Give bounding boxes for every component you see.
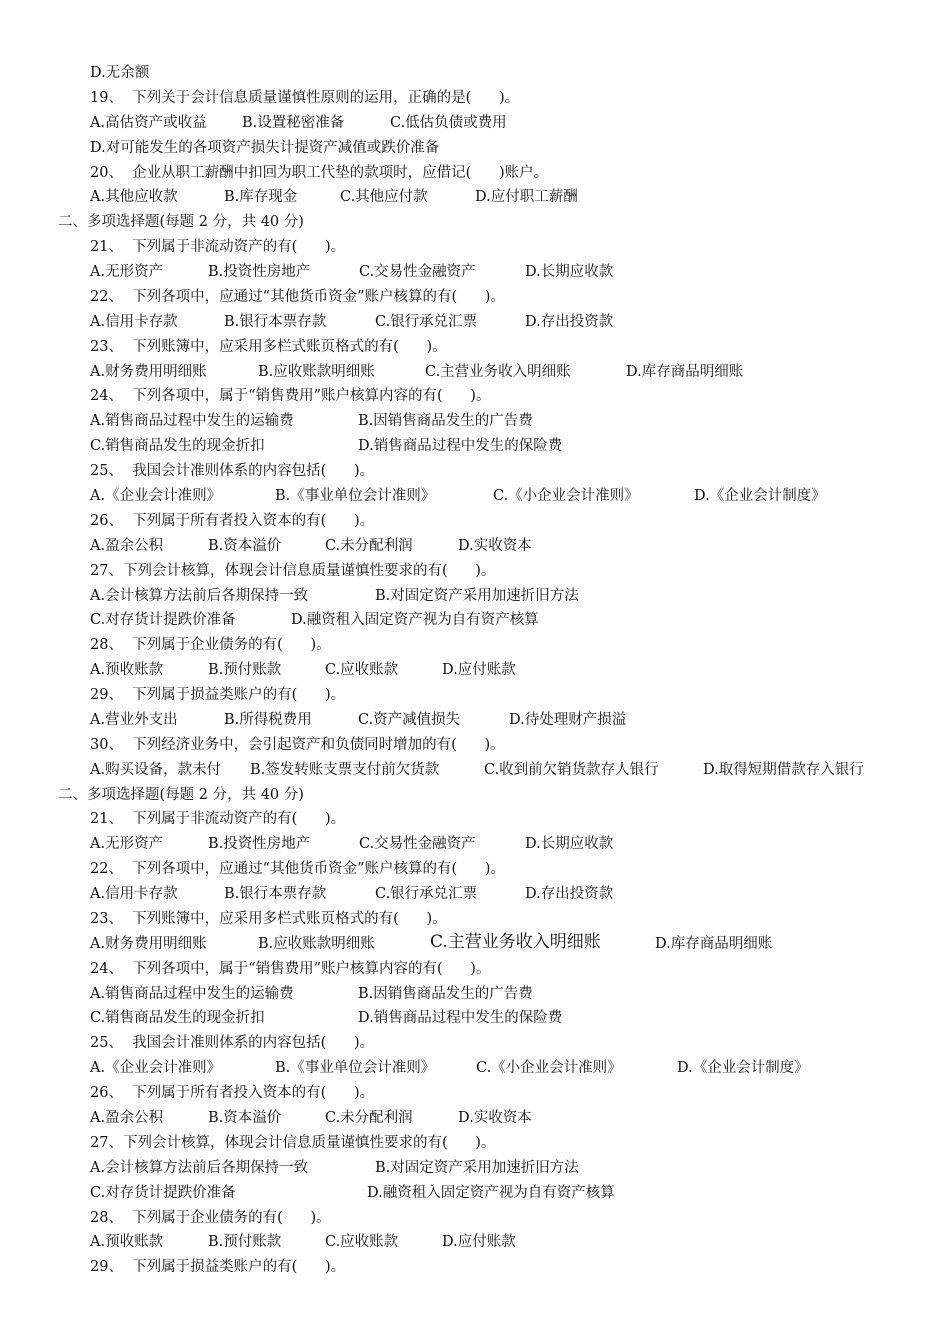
answer-option: D.待处理财产损溢	[509, 711, 627, 728]
answer-option: B.预付账款	[208, 1234, 282, 1251]
question-stem: 23、 下列账簿中，应采用多栏式账页格式的有( )。	[90, 910, 447, 927]
answer-option: D.应付职工薪酬	[475, 189, 578, 206]
question-stem: 26、 下列属于所有者投入资本的有( )。	[90, 1085, 375, 1102]
answer-option: D.存出投资款	[525, 886, 614, 902]
answer-option: B.对固定资产采用加速折旧方法	[375, 587, 579, 604]
question-stem: 19、 下列关于会计信息质量谨慎性原则的运用，正确的是( )。	[90, 89, 520, 106]
question-stem: 29、 下列属于损益类账户的有( )。	[90, 687, 346, 703]
answer-option: A.预收账款	[90, 662, 164, 679]
answer-option: C.其他应付款	[340, 189, 428, 206]
question-stem: 28、 下列属于企业债务的有( )。	[90, 637, 331, 654]
question-stem: 30、 下列经济业务中，会引起资产和负债同时增加的有( )。	[90, 736, 505, 753]
answer-option: B.银行本票存款	[224, 313, 327, 330]
answer-option: A.盈余公积	[90, 537, 164, 554]
answer-option: D.实收资本	[458, 537, 532, 554]
answer-option: A.信用卡存款	[90, 886, 178, 902]
answer-option: C.应收账款	[325, 1234, 399, 1251]
answer-option: B.《事业单位会计准则》	[275, 488, 436, 504]
answer-option: C.交易性金融资产	[359, 264, 476, 280]
answer-option: D.《企业会计制度》	[694, 488, 826, 504]
answer-option: C.销售商品发生的现金折扣	[90, 1010, 265, 1027]
answer-option: D.融资租入固定资产视为自有资产核算	[367, 1184, 615, 1201]
answer-option: B.签发转账支票支付前欠货款	[250, 761, 440, 778]
answer-option: C.收到前欠销货款存人银行	[484, 761, 659, 778]
answer-option: C.资产减值损失	[358, 711, 461, 728]
answer-option: B.应收账款明细账	[258, 363, 375, 380]
answer-option: D.长期应收款	[525, 836, 614, 853]
answer-option: B.库存现金	[224, 189, 298, 206]
question-stem: 22、 下列各项中，应通过“其他货币资金”账户核算的有( )。	[90, 861, 505, 878]
section-heading-text: 二、多项选择题(每题 2 分，共 40 分)	[58, 214, 304, 231]
answer-option: C.销售商品发生的现金折扣	[90, 438, 265, 455]
answer-option: A.营业外支出	[90, 711, 178, 728]
answer-option: B.应收账款明细账	[258, 935, 375, 952]
question-stem: 24、 下列各项中，属于“销售费用”账户核算内容的有( )。	[90, 388, 491, 405]
answer-option: C.未分配利润	[325, 1110, 413, 1126]
answer-option: D.取得短期借款存入银行	[703, 761, 864, 778]
answer-option: A.信用卡存款	[90, 313, 178, 330]
answer-option: D.销售商品过程中发生的保险费	[358, 1010, 563, 1027]
question-stem: 26、 下列属于所有者投入资本的有( )。	[90, 512, 375, 529]
answer-option: B.预付账款	[208, 662, 282, 679]
answer-option: C.主营业务收入明细账	[425, 363, 571, 380]
answer-option: A.预收账款	[90, 1234, 164, 1251]
answer-option: A.销售商品过程中发生的运输费	[90, 985, 294, 1002]
answer-option: B.对固定资产采用加速折旧方法	[375, 1159, 579, 1176]
answer-option: C.《小企业会计准则》	[493, 488, 639, 504]
question-stem: 29、 下列属于损益类账户的有( )。	[90, 1259, 346, 1276]
question-stem: 22、 下列各项中，应通过“其他货币资金”账户核算的有( )。	[90, 288, 505, 305]
answer-option: D.无余额	[90, 65, 150, 81]
answer-option: C.银行承兑汇票	[375, 313, 478, 330]
answer-option: C.交易性金融资产	[359, 836, 476, 853]
answer-option: A.其他应收款	[90, 189, 178, 206]
question-stem: 28、 下列属于企业债务的有( )。	[90, 1209, 331, 1226]
question-stem: 27、下列会计核算，体现会计信息质量谨慎性要求的有( )。	[90, 562, 496, 579]
answer-option: A.会计核算方法前后各期保持一致	[90, 587, 309, 604]
answer-option: A.购买设备，款未付	[90, 761, 222, 778]
answer-option: A.《企业会计准则》	[90, 488, 222, 504]
answer-option: A.财务费用明细账	[90, 363, 207, 380]
answer-option: B.资本溢价	[208, 537, 282, 554]
answer-option: B.资本溢价	[208, 1110, 282, 1126]
answer-option: C.银行承兑汇票	[375, 886, 478, 902]
answer-option: A.会计核算方法前后各期保持一致	[90, 1159, 309, 1176]
answer-option: A.销售商品过程中发生的运输费	[90, 413, 294, 430]
answer-option: A.无形资产	[90, 264, 164, 280]
question-stem: 21、 下列属于非流动资产的有( )。	[90, 811, 346, 828]
answer-option: C.对存货计提跌价准备	[90, 1184, 236, 1201]
question-stem: 27、下列会计核算，体现会计信息质量谨慎性要求的有( )。	[90, 1134, 496, 1151]
answer-option: D.对可能发生的各项资产损失计提资产减值或跌价准备	[90, 139, 440, 156]
question-stem: 24、 下列各项中，属于“销售费用”账户核算内容的有( )。	[90, 960, 491, 977]
answer-option: A.盈余公积	[90, 1110, 164, 1126]
answer-option: C.主营业务收入明细账	[430, 931, 601, 952]
answer-option: D.存出投资款	[525, 313, 614, 330]
question-stem: 23、 下列账簿中，应采用多栏式账页格式的有( )。	[90, 338, 447, 355]
answer-option: A.高估资产或收益	[90, 114, 207, 131]
question-stem: 20、 企业从职工薪酬中扣回为职工代垫的款项时，应借记( )账户。	[90, 164, 549, 181]
answer-option: C.《小企业会计准则》	[476, 1060, 622, 1077]
answer-option: D.销售商品过程中发生的保险费	[358, 438, 563, 455]
answer-option: C.未分配利润	[325, 537, 413, 554]
section-heading-text: 二、多项选择题(每题 2 分，共 40 分)	[58, 786, 304, 803]
answer-option: D.长期应收款	[525, 264, 614, 280]
answer-option: D.应付账款	[442, 1234, 516, 1251]
answer-option: A.财务费用明细账	[90, 935, 207, 952]
question-stem: 25、 我国会计准则体系的内容包括( )。	[90, 1035, 375, 1052]
answer-option: B.设置秘密准备	[242, 114, 345, 131]
answer-option: A.《企业会计准则》	[90, 1060, 222, 1077]
answer-option: B.因销售商品发生的广告费	[358, 413, 533, 430]
answer-option: C.低估负债或费用	[390, 114, 507, 131]
answer-option: B.投资性房地产	[208, 264, 311, 280]
answer-option: A.无形资产	[90, 836, 164, 853]
question-stem: 21、 下列属于非流动资产的有( )。	[90, 239, 346, 256]
answer-option: D.库存商品明细账	[626, 363, 744, 380]
answer-option: D.应付账款	[442, 662, 516, 679]
answer-option: D.实收资本	[458, 1110, 532, 1126]
answer-option: D.融资租入固定资产视为自有资产核算	[291, 612, 539, 629]
answer-option: B.因销售商品发生的广告费	[358, 985, 533, 1002]
answer-option: B.所得税费用	[224, 711, 312, 728]
answer-option: B.银行本票存款	[224, 886, 327, 902]
answer-option: C.应收账款	[325, 662, 399, 679]
answer-option: C.对存货计提跌价准备	[90, 612, 236, 629]
question-stem: 25、 我国会计准则体系的内容包括( )。	[90, 463, 375, 480]
answer-option: B.《事业单位会计准则》	[275, 1060, 436, 1077]
answer-option: D.库存商品明细账	[655, 935, 773, 952]
answer-option: B.投资性房地产	[208, 836, 311, 853]
answer-option: D.《企业会计制度》	[677, 1060, 809, 1077]
